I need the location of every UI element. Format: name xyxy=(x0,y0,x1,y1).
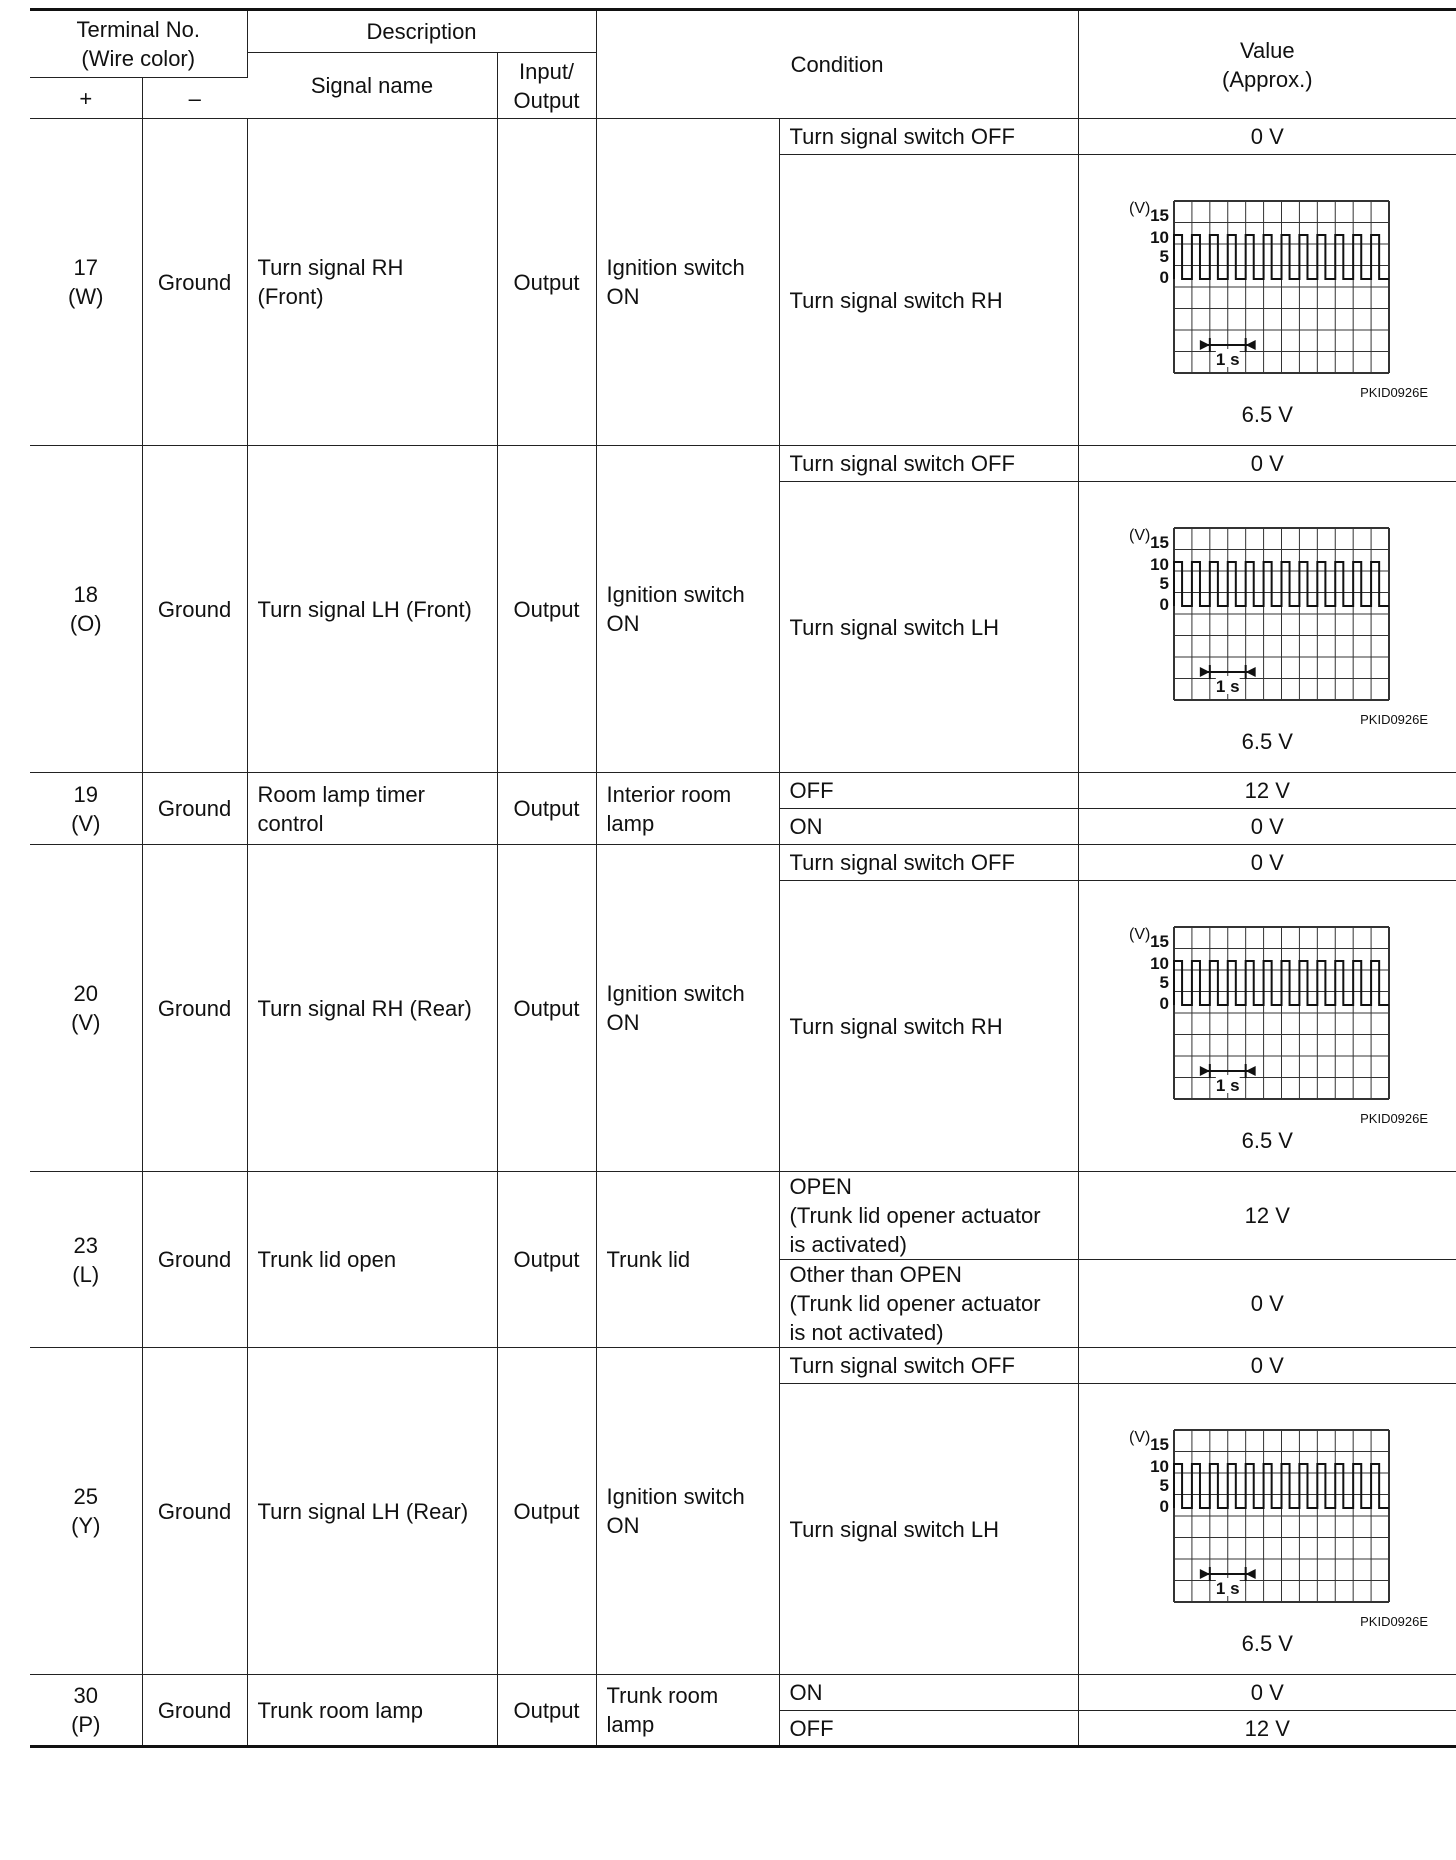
condition-line: Ignition switch xyxy=(606,582,745,607)
waveform-figure xyxy=(1089,155,1447,445)
time-scale-label: 1 s xyxy=(1215,350,1240,369)
y-tick-label: 0 xyxy=(1159,1497,1169,1516)
waveform-figure-id: PKID0926E xyxy=(1360,385,1429,400)
sub-condition-cell xyxy=(779,1260,1078,1348)
condition-line: ON xyxy=(606,284,640,309)
sub-condition-line: Turn signal switch LH xyxy=(789,614,1000,640)
sub-condition-cell xyxy=(779,155,1078,446)
sub-condition-cell xyxy=(779,119,1078,155)
sub-condition-line: Other than OPEN xyxy=(789,1262,962,1287)
waveform-figure xyxy=(1089,482,1447,772)
ground-cell: Ground xyxy=(142,1172,247,1348)
waveform-value: 6.5 V xyxy=(1241,1631,1293,1656)
terminal-cell xyxy=(30,119,142,446)
signal-name-line: Turn signal LH (Front) xyxy=(257,596,472,622)
y-tick-label: 5 xyxy=(1159,973,1169,992)
waveform-pulse-trace xyxy=(1174,961,1389,1005)
terminal-cell xyxy=(30,845,142,1172)
header-signal-name: Signal name xyxy=(247,53,497,119)
header-plus: + xyxy=(30,78,142,119)
wire-color: (L) xyxy=(72,1261,100,1287)
condition-line: ON xyxy=(606,611,640,636)
header-minus: – xyxy=(142,78,247,119)
waveform-unit-label: (V) xyxy=(1128,200,1150,217)
spec-row xyxy=(30,119,1456,155)
sub-condition-cell xyxy=(779,1348,1078,1384)
spec-row xyxy=(30,845,1456,881)
ground-cell: Ground xyxy=(142,446,247,773)
value-cell-waveform xyxy=(1078,881,1456,1172)
condition-line: Ignition switch xyxy=(606,1484,745,1509)
wire-color: (O) xyxy=(69,611,102,636)
sub-condition-cell xyxy=(779,881,1078,1172)
wire-color: (Y) xyxy=(71,1513,101,1538)
signal-name-cell xyxy=(247,446,497,773)
signal-name-cell xyxy=(247,845,497,1172)
waveform-y-ticks xyxy=(1150,932,1169,1013)
waveform-grid xyxy=(1174,201,1389,373)
ground-cell: Ground xyxy=(142,1348,247,1675)
header-condition: Condition xyxy=(596,10,1078,119)
sub-condition-line: ON xyxy=(789,814,823,839)
value-cell: 12 V xyxy=(1078,1711,1456,1747)
condition-cell xyxy=(596,1675,779,1747)
condition-cell xyxy=(596,1348,779,1675)
value-cell: 0 V xyxy=(1078,1675,1456,1711)
sub-condition-line: Turn signal switch RH xyxy=(789,1013,1003,1039)
sub-condition-cell xyxy=(779,773,1078,809)
sub-condition-line: OFF xyxy=(789,778,834,803)
condition-line: Interior room xyxy=(606,781,732,807)
sub-condition-line: (Trunk lid opener actuator xyxy=(789,1291,1041,1316)
sub-condition-line: is not activated) xyxy=(789,1320,944,1345)
terminal-cell xyxy=(30,1348,142,1675)
y-tick-label: 10 xyxy=(1149,1457,1169,1476)
io-cell: Output xyxy=(497,119,596,446)
wire-color: (P) xyxy=(71,1712,101,1737)
time-scale-label: 1 s xyxy=(1215,1076,1240,1095)
waveform-figure xyxy=(1089,1384,1447,1674)
waveform-unit-label: (V) xyxy=(1128,527,1150,544)
signal-name-line: Turn signal RH xyxy=(257,255,404,280)
y-tick-label: 15 xyxy=(1149,533,1169,552)
value-cell-waveform xyxy=(1078,482,1456,773)
waveform-unit-label: (V) xyxy=(1128,926,1150,943)
condition-line: lamp xyxy=(606,1712,655,1737)
io-cell: Output xyxy=(497,845,596,1172)
y-tick-label: 15 xyxy=(1149,932,1169,951)
y-tick-label: 0 xyxy=(1159,994,1169,1013)
signal-name-line: Turn signal LH (Rear) xyxy=(257,1498,469,1524)
terminal-spec-sheet xyxy=(30,8,1456,1748)
sub-condition-cell xyxy=(779,1711,1078,1747)
y-tick-label: 10 xyxy=(1149,228,1169,247)
waveform-grid xyxy=(1174,927,1389,1099)
condition-cell xyxy=(596,845,779,1172)
header-input: Input/ xyxy=(519,58,575,84)
waveform-pulse-trace xyxy=(1174,562,1389,606)
sub-condition-line: Turn signal switch RH xyxy=(789,287,1003,313)
y-tick-label: 15 xyxy=(1149,1435,1169,1454)
value-cell: 0 V xyxy=(1078,845,1456,881)
y-tick-label: 15 xyxy=(1149,206,1169,225)
sub-condition-cell xyxy=(779,809,1078,845)
wire-color: (V) xyxy=(71,1010,101,1035)
header-value-approx: (Approx.) xyxy=(1222,66,1313,92)
waveform-figure-id: PKID0926E xyxy=(1360,1614,1429,1629)
sub-condition-line: Turn signal switch OFF xyxy=(789,850,1015,875)
signal-name-line: Room lamp timer xyxy=(257,781,425,807)
condition-cell xyxy=(596,773,779,845)
signal-name-cell xyxy=(247,1172,497,1348)
signal-name-cell xyxy=(247,773,497,845)
terminal-number: 30 xyxy=(73,1683,98,1708)
value-cell: 0 V xyxy=(1078,809,1456,845)
condition-cell xyxy=(596,119,779,446)
time-scale-label: 1 s xyxy=(1215,677,1240,696)
waveform-pulse-trace xyxy=(1174,235,1389,279)
condition-line: ON xyxy=(606,1513,640,1538)
terminal-cell xyxy=(30,446,142,773)
spec-row xyxy=(30,1675,1456,1711)
signal-name-line: Turn signal RH (Rear) xyxy=(257,995,472,1021)
y-tick-label: 5 xyxy=(1159,247,1169,266)
header-description: Description xyxy=(247,10,596,53)
signal-name-cell xyxy=(247,1348,497,1675)
io-cell: Output xyxy=(497,1172,596,1348)
condition-cell xyxy=(596,1172,779,1348)
terminal-number: 25 xyxy=(73,1484,98,1509)
io-cell: Output xyxy=(497,446,596,773)
y-tick-label: 0 xyxy=(1159,595,1169,614)
waveform-grid xyxy=(1174,528,1389,700)
y-tick-label: 10 xyxy=(1149,555,1169,574)
ground-cell: Ground xyxy=(142,773,247,845)
sub-condition-line: is activated) xyxy=(789,1232,907,1257)
y-tick-label: 10 xyxy=(1149,954,1169,973)
sub-condition-line: Turn signal switch LH xyxy=(789,1516,1000,1542)
pulse-waveform-graph xyxy=(1129,919,1399,1119)
pulse-waveform-graph xyxy=(1129,193,1399,393)
waveform-value: 6.5 V xyxy=(1241,1128,1293,1153)
value-cell: 0 V xyxy=(1078,1348,1456,1384)
value-cell-waveform xyxy=(1078,1384,1456,1675)
value-cell-waveform xyxy=(1078,155,1456,446)
waveform-grid xyxy=(1174,1430,1389,1602)
header-terminal xyxy=(30,10,247,78)
terminal-cell xyxy=(30,1172,142,1348)
sub-condition-cell xyxy=(779,1675,1078,1711)
terminal-number: 17 xyxy=(73,255,98,280)
terminal-number: 20 xyxy=(73,981,98,1006)
header-terminal-no: Terminal No. xyxy=(76,17,200,42)
sub-condition-line: Turn signal switch OFF xyxy=(789,124,1015,149)
sub-condition-line: OFF xyxy=(789,1715,834,1741)
waveform-unit-label: (V) xyxy=(1128,1429,1150,1446)
y-tick-label: 5 xyxy=(1159,1476,1169,1495)
terminal-cell xyxy=(30,773,142,845)
ground-cell: Ground xyxy=(142,1675,247,1747)
sub-condition-cell xyxy=(779,1172,1078,1260)
waveform-figure-id: PKID0926E xyxy=(1360,712,1429,727)
signal-name-cell xyxy=(247,1675,497,1747)
spec-row xyxy=(30,446,1456,482)
pulse-waveform-graph xyxy=(1129,520,1399,720)
sub-condition-line: ON xyxy=(789,1680,823,1705)
waveform-figure xyxy=(1089,881,1447,1171)
condition-line: lamp xyxy=(606,810,655,836)
waveform-y-ticks xyxy=(1150,206,1169,287)
signal-name-cell xyxy=(247,119,497,446)
condition-cell xyxy=(596,446,779,773)
waveform-y-ticks xyxy=(1150,1435,1169,1516)
y-tick-label: 5 xyxy=(1159,574,1169,593)
io-cell: Output xyxy=(497,1348,596,1675)
value-cell: 0 V xyxy=(1078,1260,1456,1348)
pulse-waveform-graph xyxy=(1129,1422,1399,1622)
terminal-number: 18 xyxy=(73,582,98,607)
value-cell: 0 V xyxy=(1078,119,1456,155)
terminal-number: 23 xyxy=(73,1232,98,1258)
sub-condition-cell xyxy=(779,845,1078,881)
spec-row xyxy=(30,1348,1456,1384)
terminal-number: 19 xyxy=(73,781,98,807)
signal-name-line: Trunk lid open xyxy=(257,1247,397,1272)
header-output: Output xyxy=(513,87,580,113)
sub-condition-line: (Trunk lid opener actuator xyxy=(789,1203,1041,1228)
sub-condition-cell xyxy=(779,1384,1078,1675)
waveform-pulse-trace xyxy=(1174,1464,1389,1508)
time-scale-label: 1 s xyxy=(1215,1579,1240,1598)
sub-condition-line: OPEN xyxy=(789,1174,852,1199)
value-cell: 12 V xyxy=(1078,1172,1456,1260)
waveform-figure-id: PKID0926E xyxy=(1360,1111,1429,1126)
waveform-value: 6.5 V xyxy=(1241,402,1293,427)
value-cell: 12 V xyxy=(1078,773,1456,809)
y-tick-label: 0 xyxy=(1159,268,1169,287)
condition-line: Trunk room xyxy=(606,1683,719,1708)
condition-line: Ignition switch xyxy=(606,255,745,280)
spec-row xyxy=(30,773,1456,809)
condition-line: Trunk lid xyxy=(606,1247,691,1272)
waveform-y-ticks xyxy=(1150,533,1169,614)
signal-name-line: Trunk room lamp xyxy=(257,1697,423,1723)
wire-color: (W) xyxy=(68,284,104,309)
wire-color: (V) xyxy=(71,810,101,836)
condition-line: Ignition switch xyxy=(606,981,745,1006)
sub-condition-line: Turn signal switch OFF xyxy=(789,451,1015,476)
sub-condition-cell xyxy=(779,446,1078,482)
spec-row xyxy=(30,1172,1456,1260)
header-input-output xyxy=(497,53,596,119)
sub-condition-cell xyxy=(779,482,1078,773)
value-cell: 0 V xyxy=(1078,446,1456,482)
signal-name-line: (Front) xyxy=(257,284,324,309)
header-value-label: Value xyxy=(1239,37,1295,63)
terminal-cell xyxy=(30,1675,142,1747)
ground-cell: Ground xyxy=(142,845,247,1172)
signal-name-line: control xyxy=(257,810,324,836)
header-wire-color: (Wire color) xyxy=(81,46,196,71)
ground-cell: Ground xyxy=(142,119,247,446)
sub-condition-line: Turn signal switch OFF xyxy=(789,1353,1015,1378)
io-cell: Output xyxy=(497,1675,596,1747)
condition-line: ON xyxy=(606,1010,640,1035)
terminal-spec-table xyxy=(30,8,1456,1748)
header-value xyxy=(1078,10,1456,119)
io-cell: Output xyxy=(497,773,596,845)
waveform-value: 6.5 V xyxy=(1241,729,1293,754)
